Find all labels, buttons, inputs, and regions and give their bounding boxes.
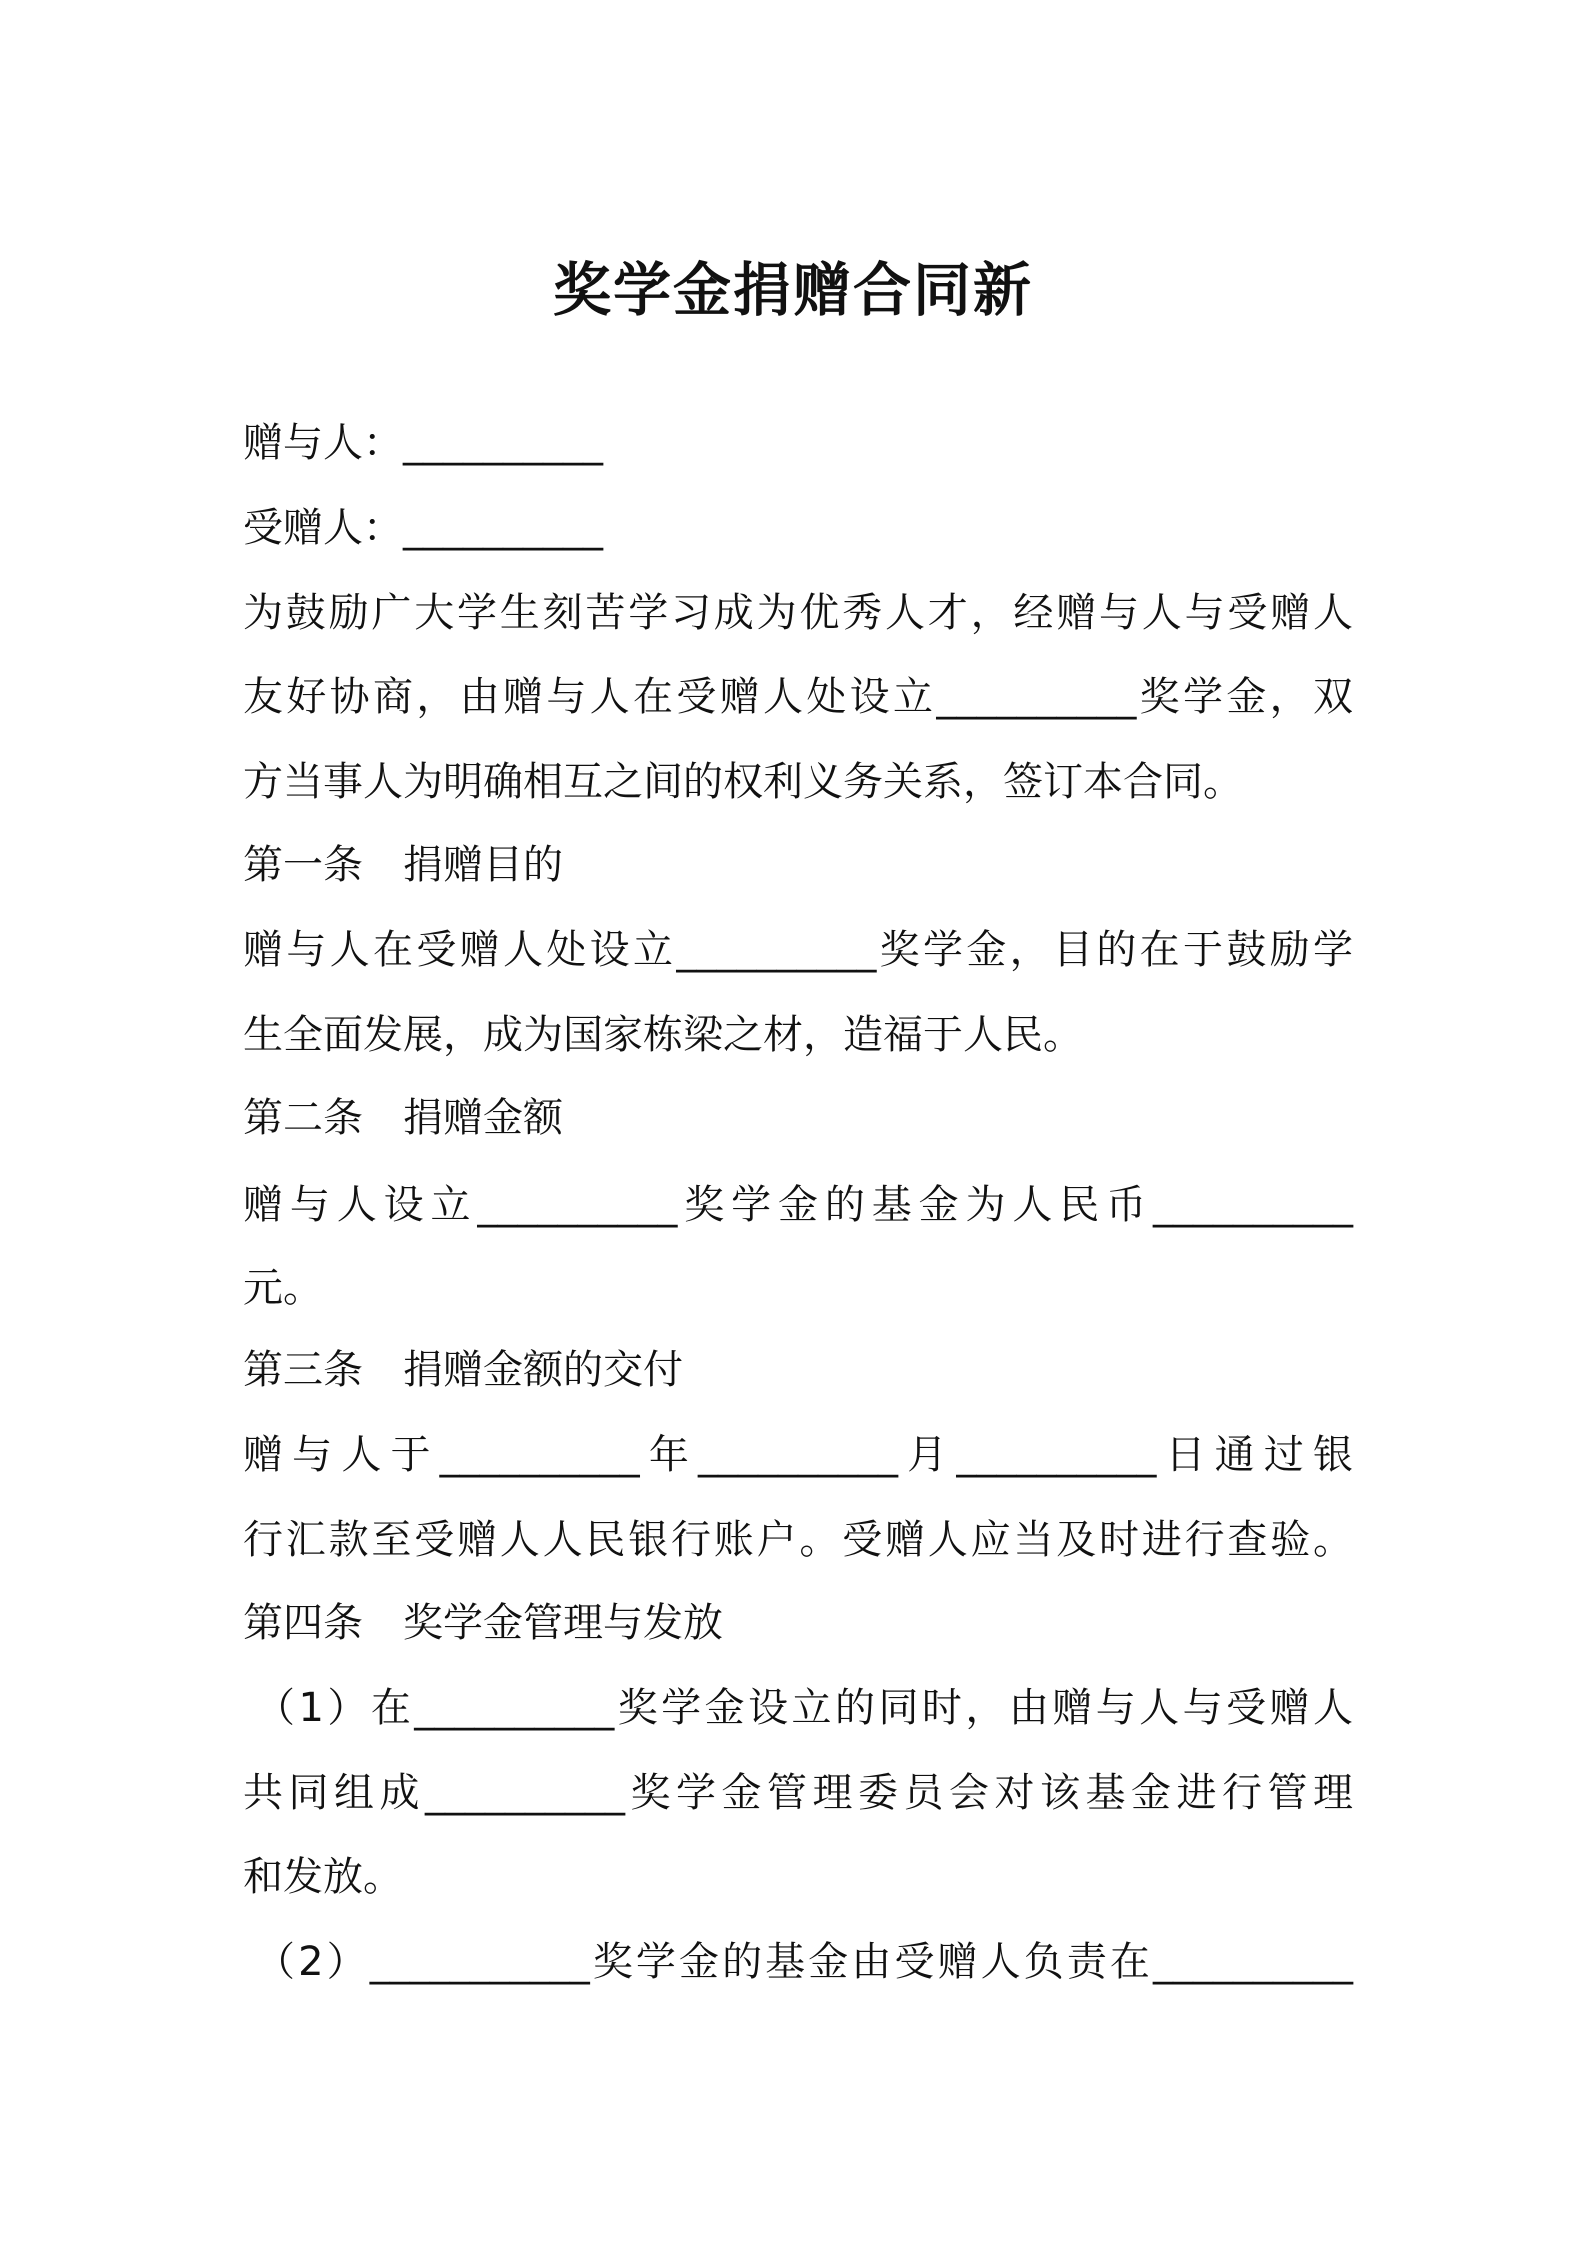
preamble-line-2: 友好协商，由赠与人在受赠人处设立__________奖学金，双 bbox=[243, 674, 1353, 720]
article-1-line-1: 赠与人在受赠人处设立__________奖学金，目的在于鼓励学 bbox=[243, 927, 1353, 973]
donor-line: 赠与人：__________ bbox=[243, 420, 603, 466]
article-4-heading: 第四条 奖学金管理与发放 bbox=[243, 1600, 723, 1646]
article-1-line-2: 生全面发展，成为国家栋梁之材，造福于人民。 bbox=[243, 1012, 1083, 1058]
article-4-item-2-line-1: （2）___________奖学金的基金由受赠人负责在__________ bbox=[255, 1939, 1353, 1985]
article-4-item-1-line-3: 和发放。 bbox=[243, 1854, 403, 1900]
article-3-line-1: 赠与人于__________年__________月__________日通过银 bbox=[243, 1432, 1353, 1478]
article-2-heading: 第二条 捐赠金额 bbox=[243, 1095, 563, 1141]
article-2-line-1: 赠与人设立__________奖学金的基金为人民币__________ bbox=[243, 1182, 1353, 1228]
article-3-line-2: 行汇款至受赠人人民银行账户。受赠人应当及时进行查验。 bbox=[243, 1517, 1353, 1563]
article-4-item-1-line-1: （1）在__________奖学金设立的同时，由赠与人与受赠人 bbox=[255, 1685, 1353, 1731]
recipient-line: 受赠人：__________ bbox=[243, 505, 603, 551]
article-3-heading: 第三条 捐赠金额的交付 bbox=[243, 1347, 683, 1393]
article-4-item-1-line-2: 共同组成__________奖学金管理委员会对该基金进行管理 bbox=[243, 1770, 1353, 1816]
document-title: 奖学金捐赠合同新 bbox=[552, 256, 1033, 324]
article-1-heading: 第一条 捐赠目的 bbox=[243, 842, 563, 888]
preamble-line-3: 方当事人为明确相互之间的权利义务关系，签订本合同。 bbox=[243, 759, 1243, 805]
article-2-line-2: 元。 bbox=[243, 1265, 323, 1311]
preamble-line-1: 为鼓励广大学生刻苦学习成为优秀人才，经赠与人与受赠人 bbox=[243, 590, 1353, 636]
